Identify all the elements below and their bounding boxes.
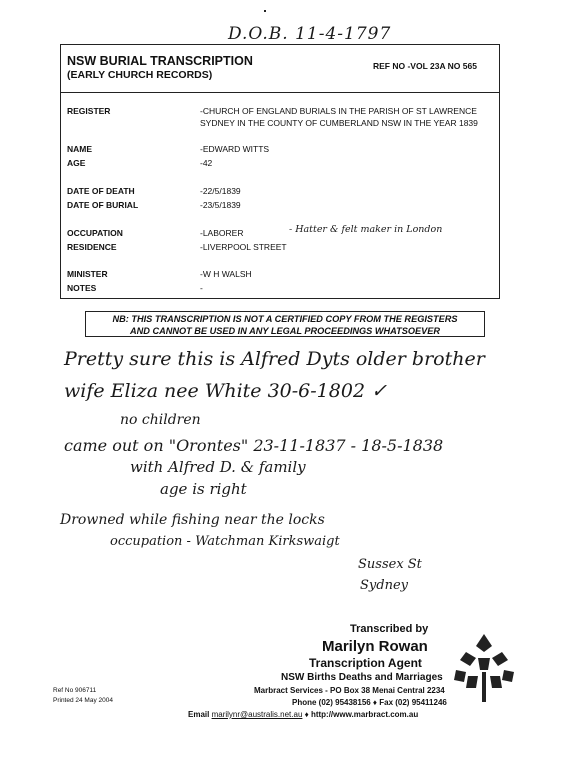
leaf-right-1 [492, 652, 508, 666]
footer-printed-date: Printed 24 May 2004 [53, 697, 113, 704]
minister-label: MINISTER [67, 269, 108, 279]
age-label: AGE [67, 158, 86, 168]
minister-value: -W H WALSH [200, 269, 252, 279]
leaf-left-3 [466, 676, 478, 688]
handwritten-line-10: Sydney [360, 578, 408, 593]
register-value-line2: SYDNEY IN THE COUNTY OF CUMBERLAND NSW IN THE YEAR 1839 [200, 118, 478, 128]
email-link[interactable]: marilynr@australis.net.au [211, 710, 303, 719]
handwritten-line-4: came out on "Orontes" 23-11-1837 - 18-5-1838 [64, 436, 444, 455]
agent-name: Marilyn Rowan [322, 638, 428, 655]
footer-ref-number: Ref No 906711 [53, 687, 97, 694]
tree-logo [448, 632, 520, 704]
legal-notice-line2: AND CANNOT BE USED IN ANY LEGAL PROCEEDINGS WHATSOEVER [129, 326, 441, 336]
agent-role: Transcription Agent [309, 656, 422, 670]
age-value: -42 [200, 158, 213, 168]
register-value-line1: -CHURCH OF ENGLAND BURIALS IN THE PARISH OF ST LAWRENCE [200, 106, 477, 116]
handwritten-occupation-note: - Hatter & felt maker in London [289, 224, 443, 235]
handwritten-line-3: no children [120, 412, 201, 428]
tree-trunk [482, 672, 486, 702]
burial-date-value: -23/5/1839 [200, 200, 241, 210]
agent-contact-line [188, 710, 418, 719]
leaf-top [476, 634, 492, 652]
reference-number: REF NO -VOL 23A NO 565 [373, 61, 477, 71]
leaf-left-2 [454, 670, 466, 682]
legal-notice-line1: NB: THIS TRANSCRIPTION IS NOT A CERTIFIED COPY FROM THE REGISTERS [112, 314, 458, 324]
leaf-mid-1 [478, 658, 490, 670]
handwritten-line-1: Pretty sure this is Alfred Dyts older brother [64, 348, 485, 370]
leaf-right-2 [502, 670, 514, 682]
death-date-value: -22/5/1839 [200, 186, 241, 196]
burial-date-label: DATE OF BURIAL [67, 200, 139, 210]
handwritten-line-7: Drowned while fishing near the locks [60, 512, 325, 528]
residence-value: -LIVERPOOL STREET [200, 242, 287, 252]
handwritten-line-8: occupation - Watchman Kirkswaigt [110, 534, 340, 549]
occupation-label: OCCUPATION [67, 228, 123, 238]
residence-label: RESIDENCE [67, 242, 117, 252]
agent-phone: Phone (02) 95438156 ♦ Fax (02) 95411246 [292, 698, 447, 707]
handwritten-line-9: Sussex St [358, 557, 422, 572]
leaf-left-1 [460, 652, 476, 666]
form-subtitle: (EARLY CHURCH RECORDS) [67, 69, 213, 81]
header-divider [61, 92, 499, 93]
form-title: NSW BURIAL TRANSCRIPTION [67, 54, 253, 68]
handwritten-line-6: age is right [160, 480, 247, 498]
occupation-value: -LABORER [200, 228, 244, 238]
agent-service: NSW Births Deaths and Marriages [281, 672, 443, 683]
notes-value: - [200, 283, 203, 293]
name-label: NAME [67, 144, 93, 154]
handwritten-dob: D.O.B. 11-4-1797 [228, 24, 392, 44]
death-date-label: DATE OF DEATH [67, 186, 135, 196]
website-link[interactable]: ♦ http://www.marbract.com.au [304, 710, 419, 719]
legal-notice [85, 311, 485, 337]
register-label: REGISTER [67, 106, 111, 116]
handwritten-line-5: with Alfred D. & family [130, 458, 306, 476]
agent-address: Marbract Services - PO Box 38 Menai Central 2234 [254, 686, 445, 695]
transcription-form [60, 44, 500, 299]
scan-speck [264, 10, 266, 12]
leaf-right-3 [490, 676, 502, 688]
name-value: -EDWARD WITTS [200, 144, 270, 154]
transcribed-by: Transcribed by [350, 623, 429, 635]
email-label: Email [188, 710, 210, 719]
handwritten-line-2: wife Eliza nee White 30-6-1802 ✓ [64, 380, 387, 402]
notes-label: NOTES [67, 283, 97, 293]
